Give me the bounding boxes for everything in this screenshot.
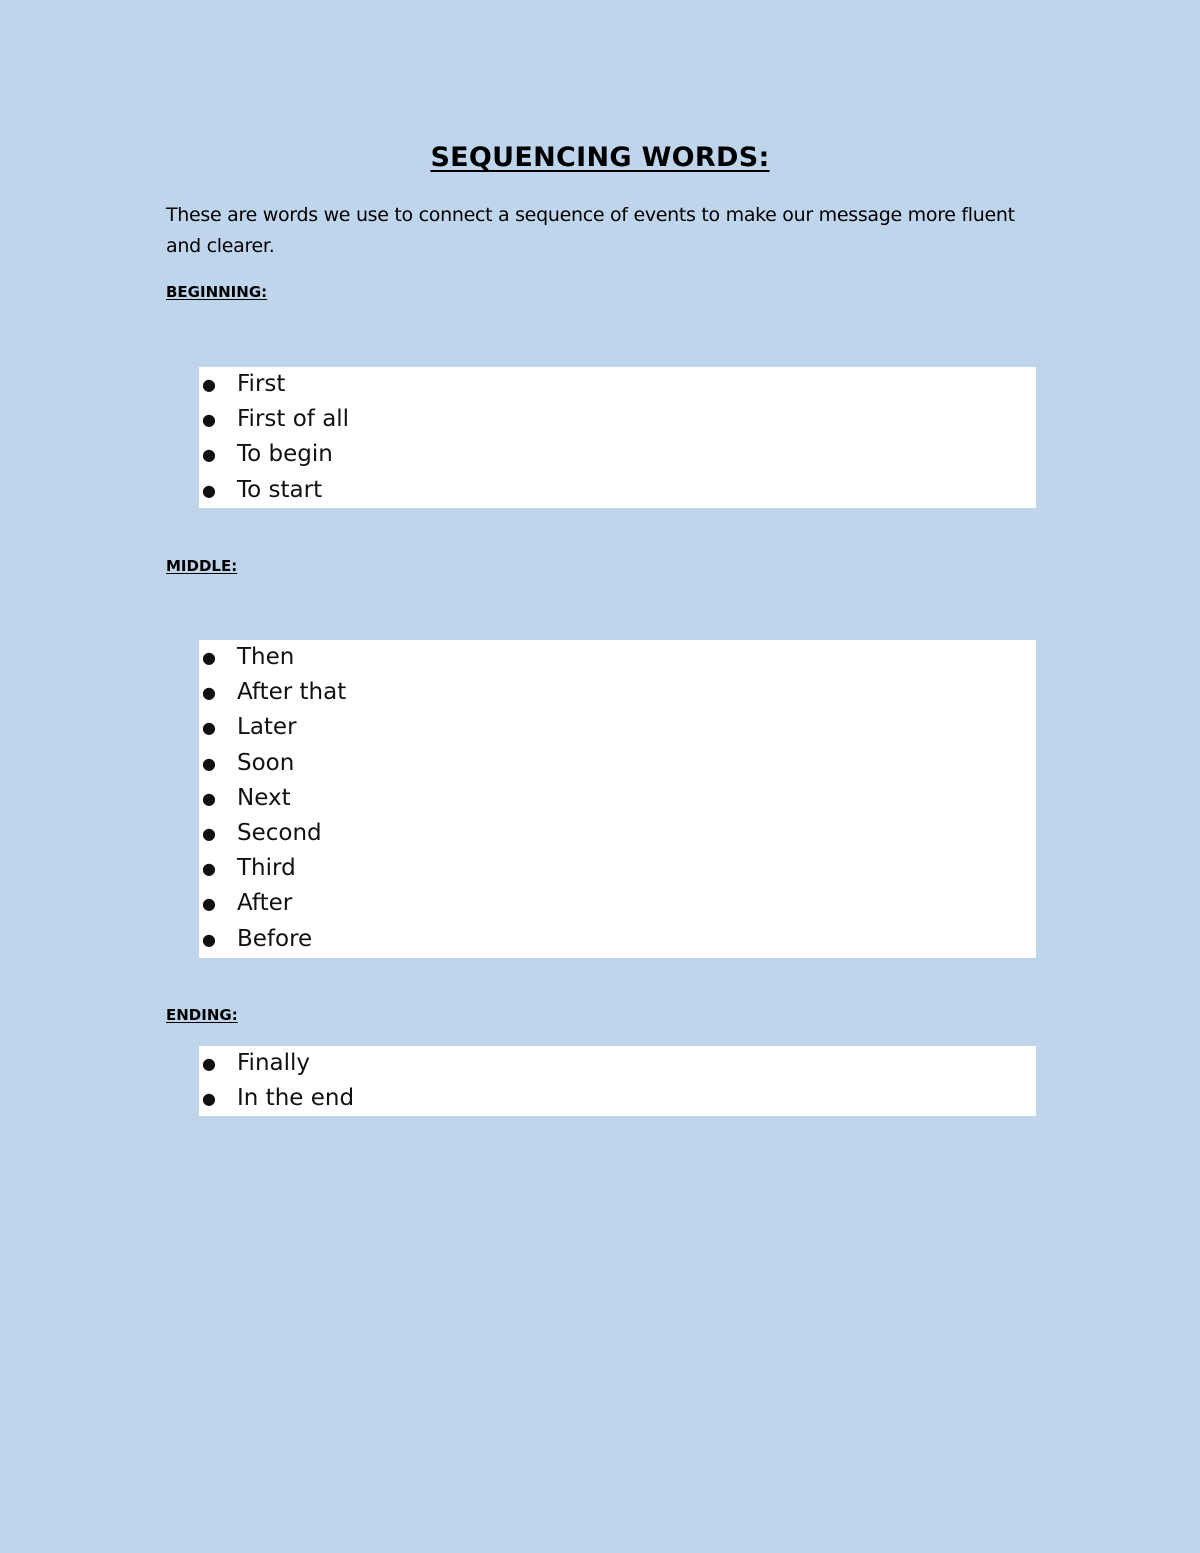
bullet-icon: ● (202, 929, 216, 949)
page-title: SEQUENCING WORDS: (430, 142, 770, 173)
list-item (199, 402, 1036, 437)
intro-paragraph: These are words we use to connect a sequence of events to make our message more fluent and clearer. (166, 204, 1015, 257)
list-item-text: After that (237, 679, 347, 706)
list-item-text: Then (237, 644, 295, 670)
list-item (199, 473, 1036, 508)
list-item-text: Before (237, 925, 313, 952)
list-item (199, 1081, 1036, 1116)
section-heading-middle: MIDDLE: (166, 557, 238, 575)
bullet-icon: ● (202, 410, 216, 430)
bullet-icon: ● (202, 1089, 216, 1109)
bullet-icon: ● (202, 823, 216, 843)
section-heading-beginning: BEGINNING: (166, 283, 268, 301)
bullet-icon: ● (202, 648, 216, 667)
list-item-text: Soon (237, 749, 295, 776)
bullet-icon: ● (202, 375, 216, 394)
list-item (199, 781, 1036, 816)
list-item-text: First of all (237, 406, 350, 433)
list-item-text: First (237, 371, 286, 397)
bullet-icon: ● (202, 683, 216, 703)
word-list-ending (199, 1046, 1036, 1116)
bullet-icon: ● (202, 480, 216, 500)
list-item (199, 922, 1036, 957)
bullet-icon: ● (202, 718, 216, 738)
bullet-icon: ● (202, 788, 216, 808)
list-item (199, 746, 1036, 781)
list-item-text: Finally (237, 1050, 311, 1076)
bullet-icon: ● (202, 859, 216, 879)
list-item (199, 851, 1036, 886)
list-item-text: Second (237, 819, 322, 846)
list-item (199, 816, 1036, 851)
list-item-text: Later (237, 714, 297, 741)
list-item (199, 1046, 1036, 1081)
bullet-icon: ● (202, 894, 216, 914)
list-item-text: To begin (237, 441, 333, 468)
list-item (199, 886, 1036, 921)
word-list-beginning (199, 367, 1036, 508)
list-item (199, 710, 1036, 745)
list-item-text: To start (237, 476, 323, 503)
list-item-text: Next (237, 784, 291, 811)
list-item (199, 640, 1036, 675)
list-item-text: In the end (237, 1085, 355, 1112)
bullet-icon: ● (202, 753, 216, 773)
list-item (199, 437, 1036, 472)
bullet-icon: ● (202, 1054, 216, 1073)
list-item (199, 367, 1036, 402)
list-item (199, 675, 1036, 710)
word-list-middle (199, 640, 1036, 958)
list-item-text: Third (237, 855, 296, 882)
list-item-text: After (237, 890, 293, 917)
bullet-icon: ● (202, 445, 216, 465)
section-heading-ending: ENDING: (166, 1006, 238, 1024)
